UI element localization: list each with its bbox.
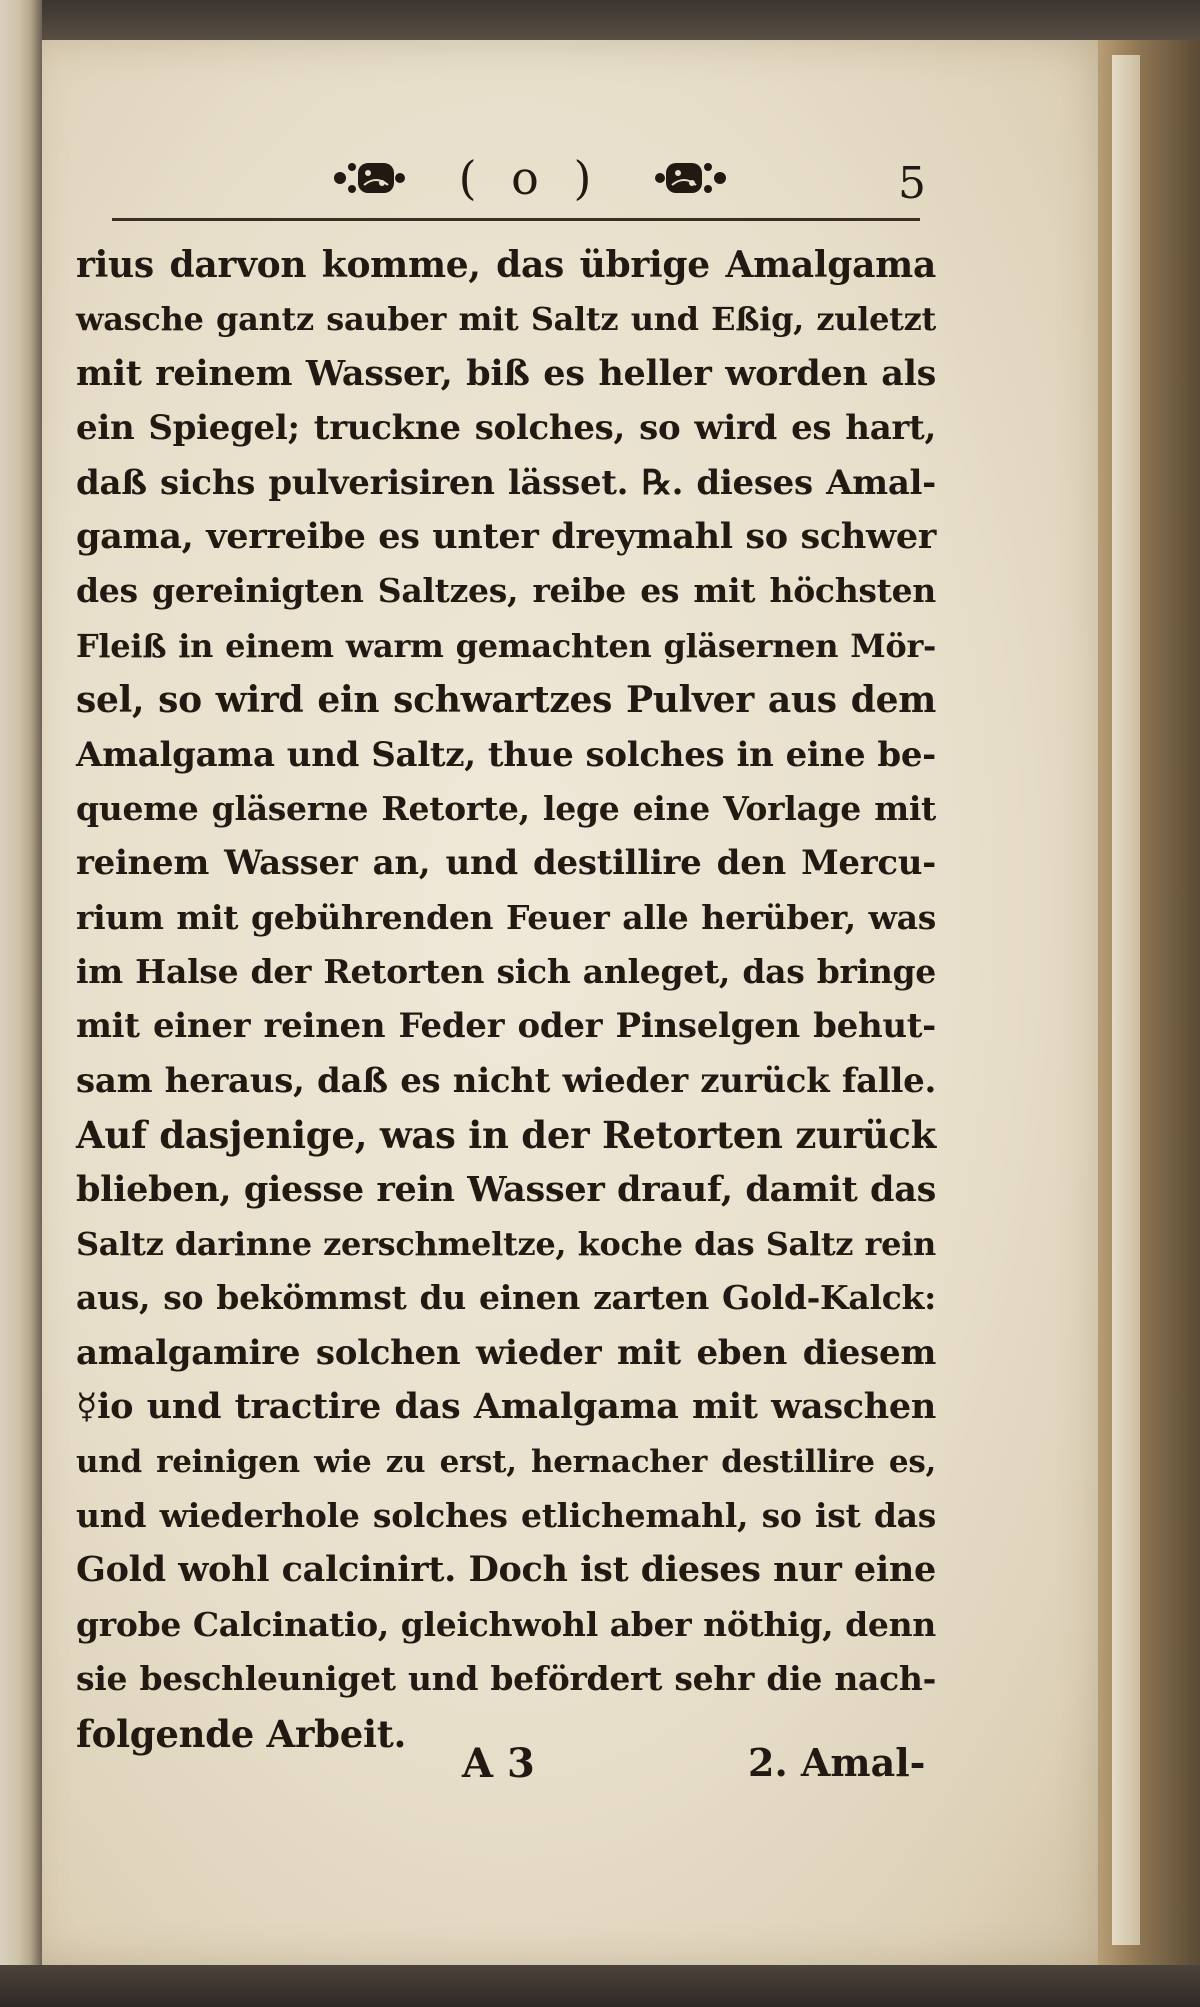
left-page-gutter [0, 0, 42, 2007]
printers-ornament-right-icon [652, 155, 730, 201]
text-line: Amalgama und Saltz, thue solches in eine be- [76, 734, 936, 775]
running-head [330, 148, 730, 208]
text-line: Auf dasjenige, was in der Retorten zurück [76, 1113, 936, 1158]
text-line: mit reinem Wasser, biß es heller worden als [76, 352, 936, 394]
text-line: des gereinigten Saltzes, reibe es mit höchsten [76, 571, 936, 611]
text-line: queme gläserne Retorte, lege eine Vorlage mit [76, 788, 936, 828]
printers-ornament-left-icon [330, 155, 408, 201]
text-line: ein Spiegel; truckne solches, so wird es hart, [76, 408, 936, 449]
text-line: gama, verreibe es unter dreymahl so schwer [76, 515, 936, 557]
text-line: aus, so bekömmst du einen zarten Gold-Kalck: [76, 1278, 936, 1318]
text-line: amalgamire solchen wieder mit eben diesem [76, 1332, 936, 1373]
text-line: und reinigen wie zu erst, hernacher destillire es, [76, 1443, 936, 1480]
text-line: sel, so wird ein schwartzes Pulver aus dem [76, 679, 936, 722]
text-line: ☿io und tractire das Amalgama mit waschen [76, 1386, 936, 1428]
text-line: rium mit gebührenden Feuer alle herüber, was [76, 897, 936, 937]
book-cover-edge [1080, 40, 1200, 1965]
catchword: 2. Amal- [748, 1740, 926, 1785]
body-text [76, 238, 936, 1761]
text-line: im Halse der Retorten sich anleget, das bringe [76, 952, 936, 992]
header-rule [112, 218, 920, 221]
text-line: und wiederhole solches etlichemahl, so ist das [76, 1495, 936, 1535]
text-line: sie beschleuniget und befördert sehr die nach- [76, 1659, 936, 1699]
signature-mark: A 3 [462, 1740, 535, 1787]
text-line: grobe Calcinatio, gleichwohl aber nöthig, denn [76, 1604, 936, 1644]
text-line: reinem Wasser an, und destillire den Mercu- [76, 843, 936, 884]
text-line: rius darvon komme, das übrige Amalgama [76, 244, 936, 286]
text-line: daß sichs pulverisiren lässet. ℞. dieses Amal- [76, 462, 936, 503]
page-number: 5 [898, 158, 926, 209]
text-line: Fleiß in einem warm gemachten gläsernen Mör- [76, 626, 936, 665]
scan-top-edge [0, 0, 1200, 42]
text-line: folgende Arbeit. [76, 1711, 407, 1756]
text-line: mit einer reinen Feder oder Pinselgen behut- [76, 1006, 936, 1047]
text-line: Saltz darinne zerschmeltze, koche das Saltz rein [76, 1225, 936, 1264]
text-line: wasche gantz sauber mit Saltz und Eßig, zuletzt [76, 300, 936, 339]
text-line: blieben, giesse rein Wasser drauf, damit das [76, 1168, 936, 1210]
text-line: sam heraus, daß es nicht wieder zurück falle. [76, 1060, 936, 1101]
text-line: Gold wohl calcinirt. Doch ist dieses nur eine [76, 1549, 936, 1591]
scan-bottom-edge [0, 1965, 1200, 2007]
page-mark: ( o ) [458, 151, 602, 205]
page-stack-edge [1112, 55, 1140, 1945]
